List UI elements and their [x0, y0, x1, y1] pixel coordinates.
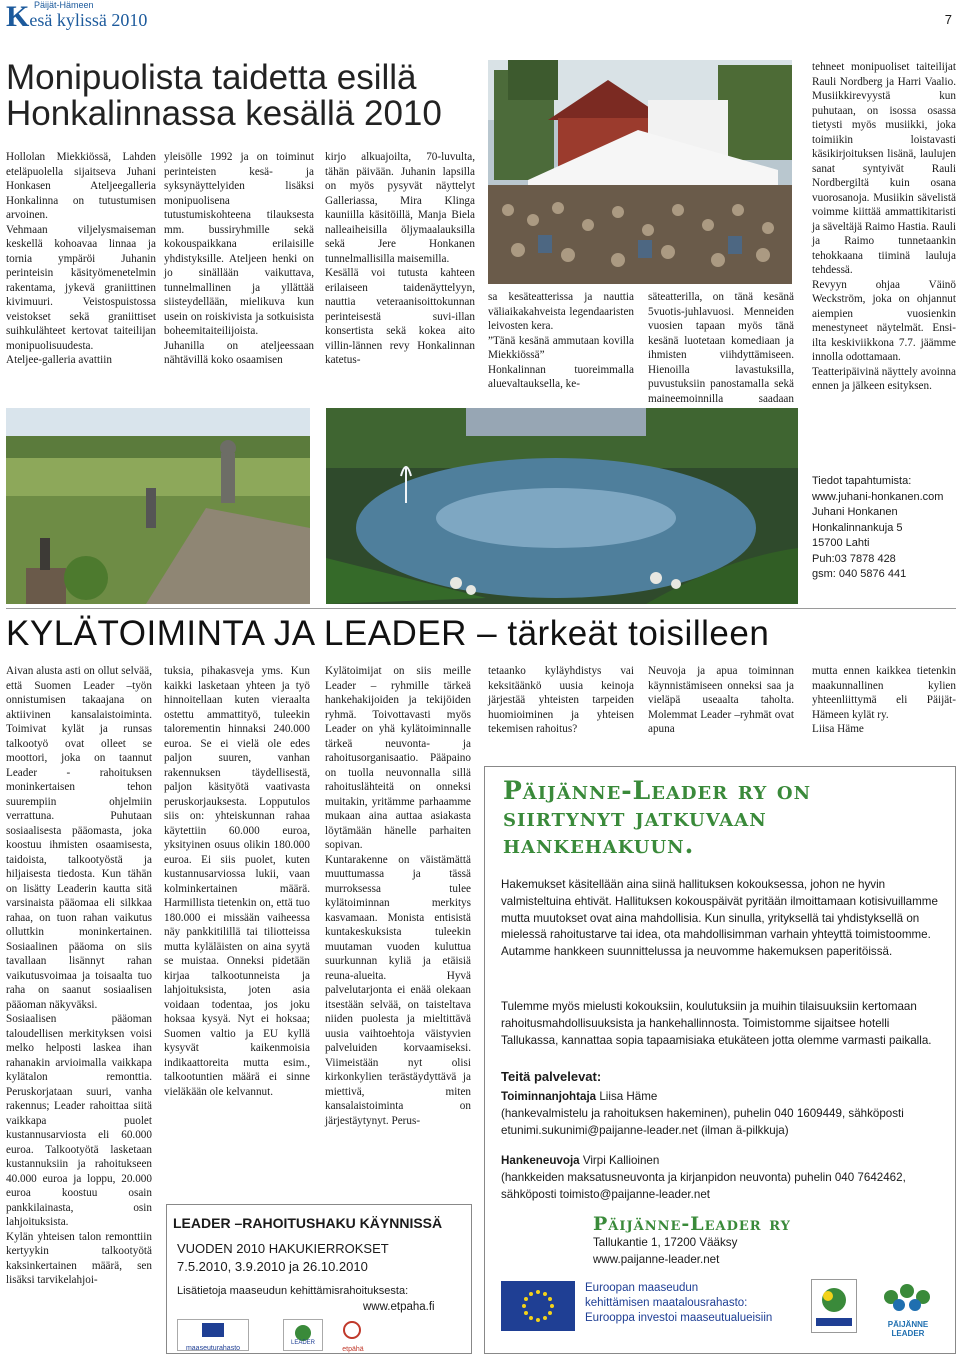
- org-address: Tallukantie 1, 17200 Vääksy: [593, 1236, 738, 1249]
- masthead-title: esä kylissä 2010: [29, 10, 148, 30]
- staff-1: [501, 1089, 941, 1139]
- etpaha-logo-label: etpähä: [342, 1346, 364, 1353]
- eu-line-3: Eurooppa investoi maaseutualueisiin: [585, 1312, 773, 1324]
- funding-info-text: Lisätietoja maaseudun kehittämisrahoituksesta:: [177, 1285, 409, 1297]
- masthead-region: Päijät-Hämeen: [34, 0, 94, 10]
- photo-fountain-svg: [326, 408, 798, 604]
- funding-round-dates: 7.5.2010, 3.9.2010 ja 26.10.2010: [177, 1259, 368, 1274]
- photo-theatre-svg: [488, 60, 792, 284]
- leader-box-heading: Päijänne-Leader ry on siirtynyt jatkuvaan hankehakuun.: [503, 776, 812, 859]
- section-heading: KYLÄTOIMINTA JA LEADER – tärkeät toisilleen: [6, 614, 770, 653]
- staff-1-name: Liisa Häme: [596, 1090, 658, 1103]
- event-contact: [812, 474, 958, 583]
- leader-box-p1-text: Hakemukset käsitellään aina siinä hallituksen kokouksessa, johon ne hyvin valmisteltuina ehtivät. Hallituksen kokouspäivät pyritään ilmoittamaan kotisivuillamme mutta muutokset ovat aina mahdollisia. Kun sinulla, yrityksellä tai yhdistyksellä on mielessä rahoitustarve tai idea, ota mahdollisimman varhain yhteyttä toimistoomme. Autamme hankkeen suunnittelussa ja neuvomme hakemuksen paperitöissä.: [501, 878, 938, 959]
- leader-leaf-logo: [811, 1279, 857, 1333]
- maaseuturahasto-logo: [177, 1319, 249, 1351]
- article1-col5-text: säteatterilla, on tänä kesänä 5vuotis-juhlavuosi. Menneiden vuosien tapaan myös tänä kesänä luotetaan komediaan ja ihmisten viihdyttämiseen. Hienoilla lavastuksilla, puvustuksiin panostamalla sekä maineemoinnilla saadaan: [648, 291, 794, 405]
- article2-col1-text: Aivan alusta asti on ollut selvää, että Suomen Leader –työn onnistumisen takaajana on aktiivinen kansalaistoiminta. Toimivat kylät ja runsas talkootyö ovat olleet se moottori, joka on taannut Leader - rahoituksen moninkertaisen tehon suurempiin ohjelmiin verrattuna. Puhutaan sosiaalisesta pääomasta, joka koostuu ihmisten osaamisesta, taidoista, talkootyöstä ja hiljaisesta tiedosta. Kun tähän on lisätty Leaderin kautta sitä varsinaista pääomaa eli silkkaa rahaa, on tuon rahan vaikutus olluttkin moninkertainen. Sosiaalinen pääoma on siis tavallaan lisännyt rahan vaikutusvoimaa ja toisaalta tuo raha on saanut sosiaalisen pääoman näkyväksi. Sosiaalisen pääoman taloudellisen merkityksen voisi melko helposti laskea ihan rahanakin arvioimalla vaikkapa kylätalon remonttia. Peruskorjataan suuri, vanha rakennus; Leader rahoittaa siitä vaikkapa puolet kustannusarviosta eli 60.000 euroa. Talkootyötä lasketaan kustannuksiin ja rahoitukseen 40.000 euroa ja loppu, 20.000 euroa koostuu osain pankkilainasta, osin lahjoituksista. Kylän yhteisen talon remonttiin kertyykin talkootyötä kaksinkertainen määrä, sen lisäksi tarvikelahjoi-: [6, 665, 152, 1286]
- article1-column-1: [6, 150, 156, 368]
- article2-column-3: [325, 664, 471, 1128]
- org-website[interactable]: www.paijanne-leader.net: [593, 1252, 720, 1266]
- article1-column-6: [812, 60, 956, 394]
- staff-2-role: Hankeneuvoja: [501, 1154, 580, 1167]
- etpaha-logo: [333, 1319, 373, 1351]
- article1-col6-text: tehneet monipuoliset taiteilijat Rauli Nordberg ja Harri Vaalio. Musiikkirevyystä kun puhutaan, on isossa osassa tietysti myös musiikki, joka toimiikin loistavasti käsikirjoituksen lisänä, laulujen sanat syntyivät Rauli Nordbergiltä kuin osana vuorosanoja. Musiikin sävelistä voimme kiittää ammattikitaristi ja säveltäjä Raimo Hastia. Rauli ja Raimo tunnetaankin tehokkaana tiiminä lauluja tehdessä. Revyyn ohjaa Väinö Weckström, joka on ohjannut aiempien vuosienkin menestyneet näytelmät. Ensi-ilta keskiviikkona 7.7. jäämme innolla odottamaan. Teatteripäivinä näyttely avoinna ennen ja jälkeen esityksen.: [812, 61, 956, 392]
- leader-logo: [283, 1319, 323, 1351]
- eu-flag-icon: [501, 1281, 575, 1331]
- contact-heading: Tiedot tapahtumista:: [812, 475, 912, 487]
- services-heading: Teitä palvelevat:: [501, 1069, 602, 1084]
- article-title: Monipuolista taidetta esillä Honkalinnassa kesällä 2010: [6, 58, 442, 133]
- funding-call-heading: LEADER –RAHOITUSHAKU KÄYNNISSÄ: [173, 1215, 443, 1231]
- etpaha-logo-svg: [333, 1319, 371, 1341]
- paijanne-leader-logo-svg: [871, 1277, 945, 1315]
- page-number: 7: [944, 12, 952, 27]
- article2-col3-text: Kylätoimijat on siis meille Leader – ryhmille tärkeä hankehakijoiden ja tekijöiden ryhmä. Toivottavasti myös Leader on yhä kylätoiminnalle tärkeä neuvonta- ja rahoitusorganisaatio. Pääpaino on tuolla neuvonnalla sillä rahoituslähteitä on onneksi muitakin, yritämme parhaamme mukaan aina auttaa asiakasta löytämään hänelle parhaiten sopivan. Kuntarakenne on väistämättä muuttumassa ja tässä murroksessa tulee kylätoiminnan merkitys kasvamaan. Monista entisistä kuntakeskuksista tuleekin muutaman vuoden kuluttua suurkunnan kyliä ja etäisiä reuna-alueita. Hyvä palvelutarjonta ei enää olekaan itsestään selvää, on taisteltava niiden puolesta ja mieltittävä uusia vaihtoehtoja väistyvien palveluiden korvaamiseksi. Viimeistään nyt olisi kirkonkylien terästäydyttävä ja miettivä, miten kansalaistoiminta on järjestäytynyt. Perus-: [325, 665, 471, 1127]
- article2-column-1: [6, 664, 152, 1288]
- article2-column-2: [164, 664, 310, 1099]
- maaseuturahasto-logo-svg: [178, 1320, 248, 1340]
- leader-info-box: [484, 766, 956, 1354]
- eu-stars-svg: [501, 1281, 575, 1331]
- contact-phone: Puh:03 7878 428: [812, 552, 896, 565]
- leader-box-p2-text: Tulemme myös mielusti kokouksiin, koulutuksiin ja muihin tilaisuuksiin kertomaan rahoitusmahdollisuuksista ja hankehallinnosta. Toimistomme sijaitsee hotelli Tallukassa, kannattaa sopia tapaamisiaka etukäteen jotta olemme varmasti paikalla.: [501, 1000, 932, 1047]
- leader-box-paragraph-1: [501, 877, 941, 961]
- article1-col4-text: sa kesäteatterissa ja nauttia väliaikakahveista legendaaristen leivosten kera. ”Tänä kesänä ammutaan kovilla Miekkiössä” Honkalinnan tuoreimmalla aluevaltauksella, ke-: [488, 291, 634, 390]
- maaseuturahasto-label: maaseuturahasto: [185, 1345, 241, 1352]
- leader-box-paragraph-2: [501, 999, 941, 1049]
- article1-column-3: [325, 150, 475, 368]
- eu-line-2: kehittämisen maatalousrahasto:: [585, 1297, 748, 1309]
- contact-street: Honkalinnankuja 5: [812, 521, 903, 534]
- photo-theatre-audience: [488, 60, 792, 284]
- eu-stars: [522, 1290, 554, 1322]
- leader-logo-label: LEADER: [290, 1340, 315, 1346]
- article2-col2-text: tuksia, pihakasveja yms. Kun kaikki lasketaan yhteen ja työ hinnoitellaan kuten vieraalta ostettu ammattityö, tuleekin talorementin hinnaksi 240.000 euroa. Se ei vielä ole edes paljon suuren, vanhan rakennuksen täydellisestä, paljon käsityötä vaativasta peruskorjauksesta. Lopputulos siis on: yhteiskunnan rahaa käytettiin 60.000 euroa, yksityinen osuus olikin 180.000 euroa. Ei siis puolet, kuten kustannusarviossa lukii, vaan kolminkertainen määrä. Harmillista tietenkin on, että tuo 180.000 ei missään vaiheessa näy pankkitilillä tai tiliotteissa mutta kyläläisten on aina syytä se muistaa. Onneksi pidetään kirjaa talkootunneista ja lahjoituksista, joten asia voidaan todentaa, jos joku hoksaa kysyä. Nyt ei hoksaa; Suomen valtio ja EU kyllä kysyvät kaikenmoisia indikaattoreita mutta esim., talkootuntien määrä ei sinne vieläkään ole kelvannut.: [164, 665, 310, 1098]
- photo-sculpture-park: [6, 408, 310, 604]
- staff-1-desc: (hankevalmistelu ja rahoituksen hakeminen), puhelin 040 1609449, sähköposti etunimi.sukunimi@paijanne-leader.net (ilman ä-pilkkuja): [501, 1106, 904, 1137]
- masthead-k: [6, 2, 147, 35]
- contact-name: Juhani Honkanen: [812, 506, 898, 518]
- staff-2-desc: (hankkeiden maksatusneuvonta ja kirjanpidon neuvonta) puhelin 040 7642462, sähköposti toimisto@paijanne-leader.net: [501, 1170, 906, 1201]
- contact-mobile: gsm: 040 5876 441: [812, 568, 907, 580]
- photo-sculpture-svg: [6, 408, 310, 604]
- article1-col3-text: kirjo alkuajoilta, 70-luvulta, tähän päivään. Juhanin lapsilla on myös pysyvät näyttelyt Galleriassa, Mira Klinga kauniilla käsitöillä, Manja Biela nalleaiheisilla öljymaalauksilla sekä Jere Honkanen tunnelmallisilla maisemilla. Kesällä voi tutusta kahteen erilaiseen taidenäyttelyyn, nauttia veteraanisoittokunnan perinteisestä suvi-illan konsertista sekä kokea aito villin-lännen revy Honkalinnan katetus-: [325, 151, 475, 366]
- article1-col2-text: yleisölle 1992 ja on toiminut perinteisten kesä- ja syksynäyttelyiden lisäksi monipuolisena tutustumiskohteena tilauksesta mm. bussiryhmille sekä kokouspaikkana erilaisille yhdistyksille. Ateljeen henki on jo sinällään vaikuttava, tunnelmallinen ja yllättää siisteydellään, mielikuva kun usein on roiskivista ja sotkuisista boheemitaiteilijoista. Juhanilla on ateljeessaan nähtävillä koko osaamisen: [164, 151, 314, 366]
- article2-col6-text: mutta ennen kaikkea tietenkin maakunnallinen kylien yhteenliittymä eli Päijät-Hämeen kylät ry. Liisa Häme: [812, 665, 956, 735]
- paijanne-leader-label: PÄIJÄNNE LEADER: [887, 1320, 929, 1338]
- article2-column-5: [648, 664, 794, 737]
- contact-website[interactable]: www.juhani-honkanen.com: [812, 490, 944, 503]
- paijanne-leader-logo: [871, 1277, 945, 1338]
- masthead-logo: [6, 0, 176, 32]
- article2-col4-text: tetaanko kyläyhdistys vai keksitäänkö uusia keinoja järjestää yhteisten tarpeiden huomioiminen ja yhteisen tekemisen rahoitus?: [488, 665, 634, 735]
- staff-1-role: Toiminnanjohtaja: [501, 1090, 597, 1103]
- contact-city: 15700 Lahti: [812, 537, 870, 549]
- staff-2-name: Virpi Kallioinen: [579, 1154, 660, 1167]
- article1-column-4: [488, 290, 634, 392]
- funding-call-box: [166, 1204, 472, 1354]
- leader-leaf-svg: [812, 1280, 856, 1332]
- article1-column-2: [164, 150, 314, 368]
- article2-column-4: [488, 664, 634, 737]
- eu-funding-text: [585, 1281, 785, 1326]
- funding-rounds-title: VUODEN 2010 HAKUKIERROKSET: [177, 1241, 389, 1256]
- masthead-k-letter: K: [6, 0, 30, 33]
- article2-col5-text: Neuvoja ja apua toiminnan käynnistämiseen onneksi saa ja vieläpä useaalta taholta. Molemmat Leader –ryhmät ovat apuna: [648, 665, 794, 735]
- photo-fountain-pond: [326, 408, 798, 604]
- org-contact: [593, 1213, 933, 1269]
- section-divider: [6, 608, 956, 609]
- article2-column-6: [812, 664, 956, 737]
- article1-col1-text: Hollolan Miekkiössä, Lahden eteläpuolella sijaitseva Juhani Honkasen Ateljeegalleria Honkalinna on tutustumisen arvoinen. Vehmaan viljelysmaiseman keskellä kohoavaa linnaa ja tornia ympäröi Juhanin perinteisin käsityömenetelmin rakentama, jykevä graniittinen kivimuuri. Veistospuistossa veistokset sekä graniittiset suihkulähteet kertovat taiteilijan monipuolisuudesta. Ateljee-galleria avattiin: [6, 151, 156, 366]
- etpaha-link[interactable]: www.etpaha.fi: [363, 1301, 435, 1313]
- org-name: Päijänne-Leader ry: [593, 1213, 791, 1235]
- eu-line-1: Euroopan maaseudun: [585, 1282, 699, 1294]
- staff-2: [501, 1153, 941, 1203]
